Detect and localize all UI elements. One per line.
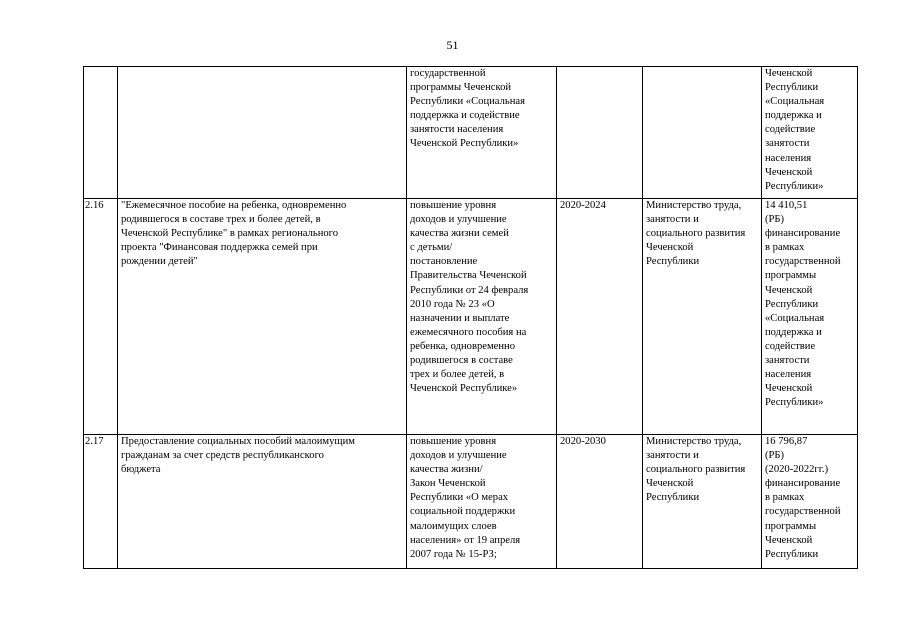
measure-name-cell (118, 67, 407, 199)
measures-table (83, 66, 858, 569)
cell-text-line: поддержка и содействие (410, 110, 520, 122)
cell-text-line: занятости (765, 355, 810, 367)
cell-text-line: ежемесячного пособия на (410, 326, 527, 338)
cell-text-line: государственной (765, 256, 841, 268)
cell-text-line: с детьми/ (410, 242, 453, 254)
cell-text-line: Чеченской (765, 383, 813, 395)
cell-text-line: социальной поддержки (410, 506, 516, 518)
period-cell (557, 199, 643, 435)
cell-text-line: занятости и (646, 214, 699, 226)
cell-text-line: Республики» (765, 397, 824, 409)
cell-text-line: Чеченской (646, 242, 694, 254)
measure-name-cell (118, 199, 407, 435)
cell-text-line: государственной (410, 68, 486, 79)
cell-text-line: населения (765, 152, 812, 164)
cell-text-line: Республики (646, 492, 700, 504)
executor-cell (643, 199, 762, 435)
cell-text-line: населения» от 19 апреля (410, 534, 521, 546)
goal-basis-cell (407, 199, 557, 435)
table-row (84, 67, 858, 199)
cell-text-line: в рамках (765, 492, 805, 504)
cell-text-line: доходов и улучшение (410, 214, 507, 226)
cell-text-line: (РБ) (765, 450, 785, 462)
cell-text-line: постановление (410, 256, 478, 268)
cell-text-line: Республики «Социальная (410, 96, 525, 108)
cell-text-line: Республики «О мерах (410, 492, 509, 504)
cell-text-line: населения (765, 369, 812, 381)
cell-text-line: Чеченской Республики» (410, 138, 519, 150)
cell-text-line: Закон Чеченской (410, 478, 486, 490)
cell-text-line: 2.16 (85, 200, 104, 211)
cell-text-line: повышение уровня (410, 200, 497, 211)
cell-text-line: занятости и (646, 450, 699, 462)
cell-text-line: 2020-2030 (560, 436, 606, 447)
cell-text-line: Министерство труда, (646, 200, 742, 211)
cell-text-line: Республики (765, 82, 819, 94)
cell-text-line: содействие (765, 124, 816, 136)
cell-text-line: Чеченской (765, 284, 813, 296)
cell-text-line: 2.17 (85, 436, 104, 447)
table-row (84, 199, 858, 435)
cell-text-line: качества жизни/ (410, 464, 483, 476)
cell-text-line: Республики (765, 298, 819, 310)
funding-cell (762, 199, 858, 435)
cell-text-line: качества жизни семей (410, 228, 509, 240)
cell-text-line: Чеченской Республике" в рамках регионального (121, 228, 339, 240)
cell-text-line: Чеченской (765, 68, 813, 79)
goal-basis-cell (407, 435, 557, 569)
cell-text-line: Предоставление социальных пособий малоимущим (121, 436, 355, 447)
cell-text-line: финансирование (765, 478, 841, 490)
cell-text-line: «Социальная (765, 312, 825, 324)
cell-text-line: трех и более детей, в (410, 369, 505, 381)
cell-text-line: (2020-2022гг.) (765, 464, 829, 476)
cell-text-line: финансирование (765, 228, 841, 240)
period-cell (557, 67, 643, 199)
cell-text-line: доходов и улучшение (410, 450, 507, 462)
cell-text-line: (РБ) (765, 214, 785, 226)
cell-text-line: программы (765, 520, 817, 532)
cell-text-line: родившегося в составе (410, 355, 513, 367)
executor-cell (643, 435, 762, 569)
cell-text-line: 16 796,87 (765, 436, 808, 447)
table-row (84, 435, 858, 569)
cell-text-line: повышение уровня (410, 436, 497, 447)
cell-text-line: Правительства Чеченской (410, 270, 527, 282)
item-number-cell (84, 199, 118, 435)
cell-text-line: социального развития (646, 464, 746, 476)
cell-text-line: малоимущих слоев (410, 520, 497, 532)
cell-text-line: государственной (765, 506, 841, 518)
goal-basis-cell (407, 67, 557, 199)
cell-text-line: назначении и выплате (410, 312, 510, 324)
cell-text-line: бюджета (121, 464, 161, 476)
executor-cell (643, 67, 762, 199)
cell-text-line: 2010 года № 23 «О (410, 298, 495, 310)
cell-text-line: социального развития (646, 228, 746, 240)
cell-text-line: Чеченской (765, 166, 813, 178)
cell-text-line: Чеченской (765, 534, 813, 546)
cell-text-line: 2007 года № 15-РЗ; (410, 548, 497, 560)
cell-text-line: «Социальная (765, 96, 825, 108)
period-cell (557, 435, 643, 569)
cell-text-line: Республики» (765, 180, 824, 192)
cell-text-line: Республики от 24 февраля (410, 284, 529, 296)
cell-text-line: Чеченской (646, 478, 694, 490)
cell-text-line: родившегося в составе трех и более детей, в (121, 214, 321, 226)
cell-text-line: программы Чеченской (410, 82, 512, 94)
cell-text-line: Республики (765, 548, 819, 560)
cell-text-line: Министерство труда, (646, 436, 742, 447)
page-number: 51 (446, 38, 459, 52)
cell-text-line: Чеченской Республике» (410, 383, 518, 395)
cell-text-line: ребенка, одновременно (410, 340, 515, 352)
cell-text-line: рождении детей" (121, 256, 198, 268)
cell-text-line: в рамках (765, 242, 805, 254)
cell-text-line: Республики (646, 256, 700, 268)
cell-text-line: программы (765, 270, 817, 282)
cell-text-line: "Ежемесячное пособие на ребенка, одновременно (121, 200, 347, 211)
cell-text-line: занятости (765, 138, 810, 150)
cell-text-line: содействие (765, 340, 816, 352)
cell-text-line: поддержка и (765, 110, 822, 122)
item-number-cell (84, 435, 118, 569)
cell-text-line: поддержка и (765, 326, 822, 338)
funding-cell (762, 435, 858, 569)
funding-cell (762, 67, 858, 199)
cell-text-line: 14 410,51 (765, 200, 808, 211)
cell-text-line: 2020-2024 (560, 200, 606, 211)
measure-name-cell (118, 435, 407, 569)
item-number-cell (84, 67, 118, 199)
cell-text-line: гражданам за счет средств республиканского (121, 450, 324, 462)
cell-text-line: занятости населения (410, 124, 504, 136)
cell-text-line: проекта "Финансовая поддержка семей при (121, 242, 318, 254)
